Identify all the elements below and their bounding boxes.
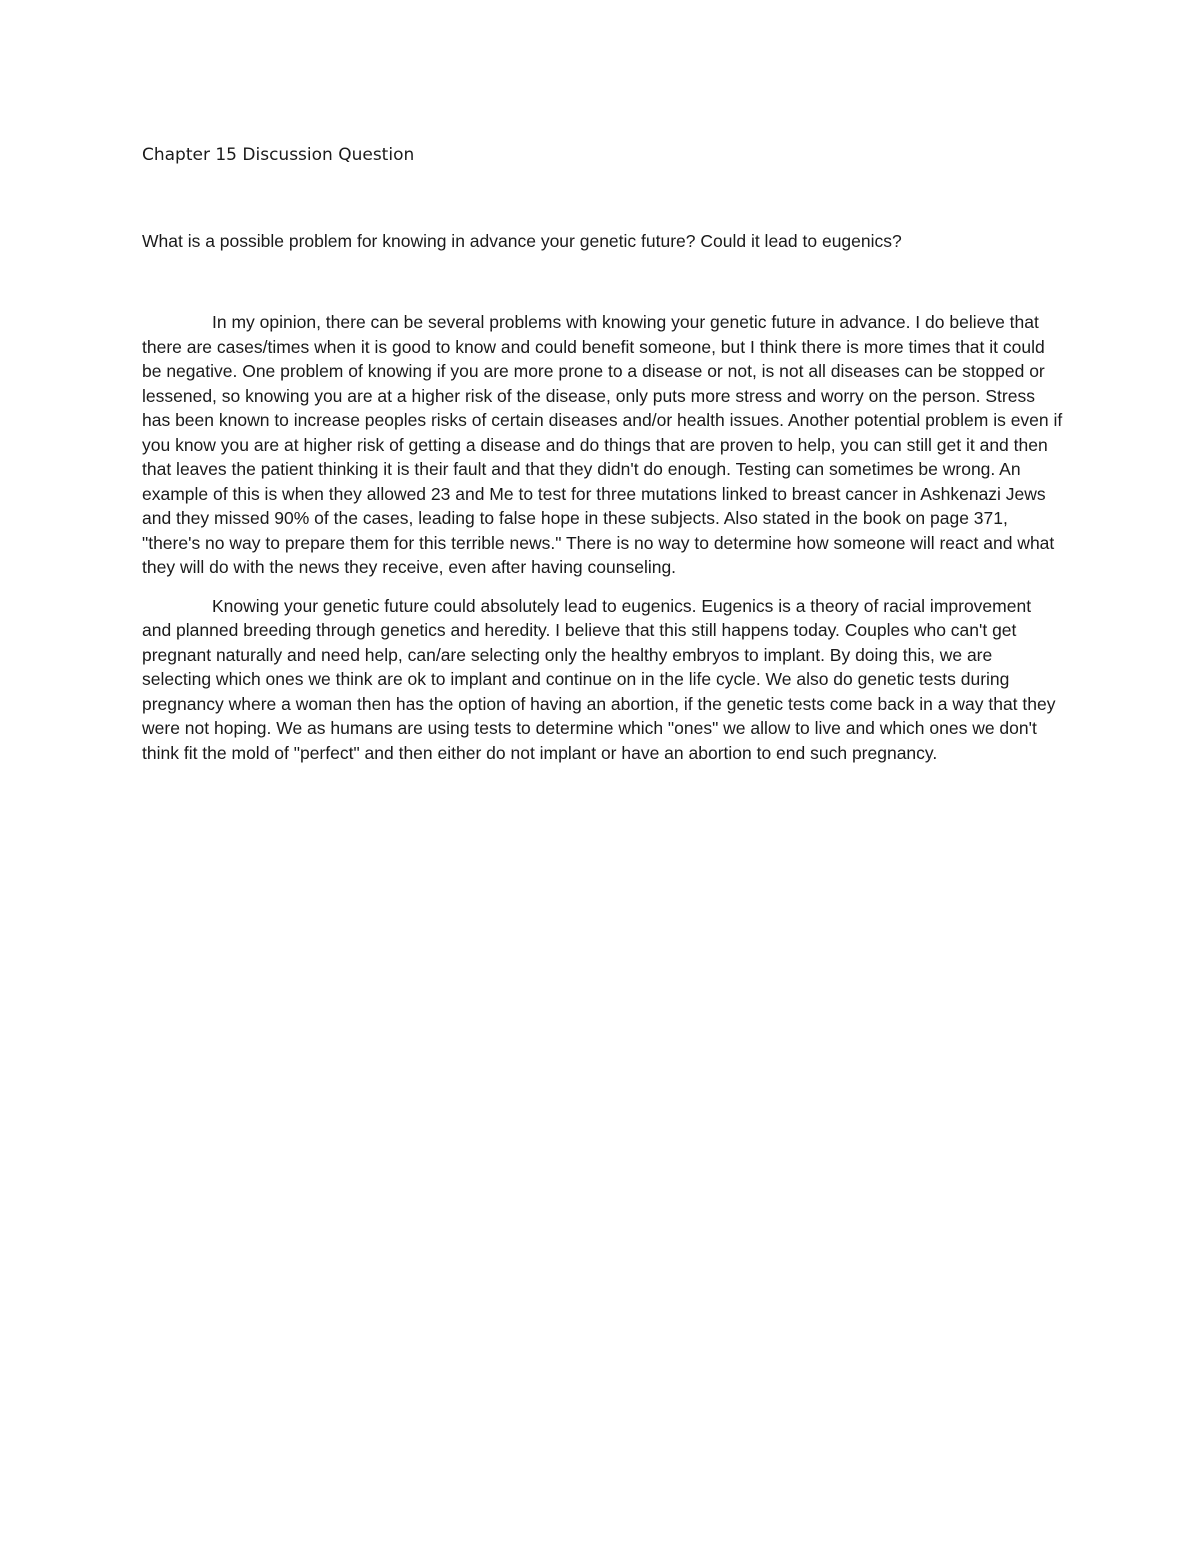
answer-paragraph-1: In my opinion, there can be several problems with knowing your genetic future in advance. I do believe that there are cases/times when it is good to know and could benefit someone, but I think there is more times that it could be negative. One problem of knowing if you are more prone to a disease or not, is not all diseases can be stopped or lessened, so knowing you are at a higher risk of the disease, only puts more stress and worry on the person. Stress has been known to increase peoples risks of certain diseases and/or health issues. Another potential problem is even if you know you are at higher risk of getting a disease and do things that are proven to help, you can still get it and then that leaves the patient thinking it is their fault and that they didn't do enough. Testing can sometimes be wrong. An example of this is when they allowed 23 and Me to test for three mutations linked to breast cancer in Ashkenazi Jews and they missed 90% of the cases, leading to false hope in these subjects. Also stated in the book on page 371, "there's no way to prepare them for this terrible news." There is no way to determine how someone will react and what they will do with the news they receive, even after having counseling. bbox=[142, 312, 1063, 577]
answer-paragraph-2: Knowing your genetic future could absolutely lead to eugenics. Eugenics is a theory of racial improvement and planned breeding through genetics and heredity. I believe that this still happens today. Couples who can't get pregnant naturally and need help, can/are selecting only the healthy embryos to implant. By doing this, we are selecting which ones we think are ok to implant and continue on in the life cycle. We also do genetic tests during pregnancy where a woman then has the option of having an abortion, if the genetic tests come back in a way that they were not hoping. We as humans are using tests to determine which "ones" we allow to live and which ones we don't think fit the mold of "perfect" and then either do not implant or have an abortion to end such pregnancy. bbox=[142, 595, 1056, 763]
document-title: Chapter 15 Discussion Question bbox=[142, 145, 415, 165]
discussion-question: What is a possible problem for knowing in advance your genetic future? Could it lead to eugenics? bbox=[142, 231, 902, 251]
answer-body bbox=[142, 310, 1064, 779]
